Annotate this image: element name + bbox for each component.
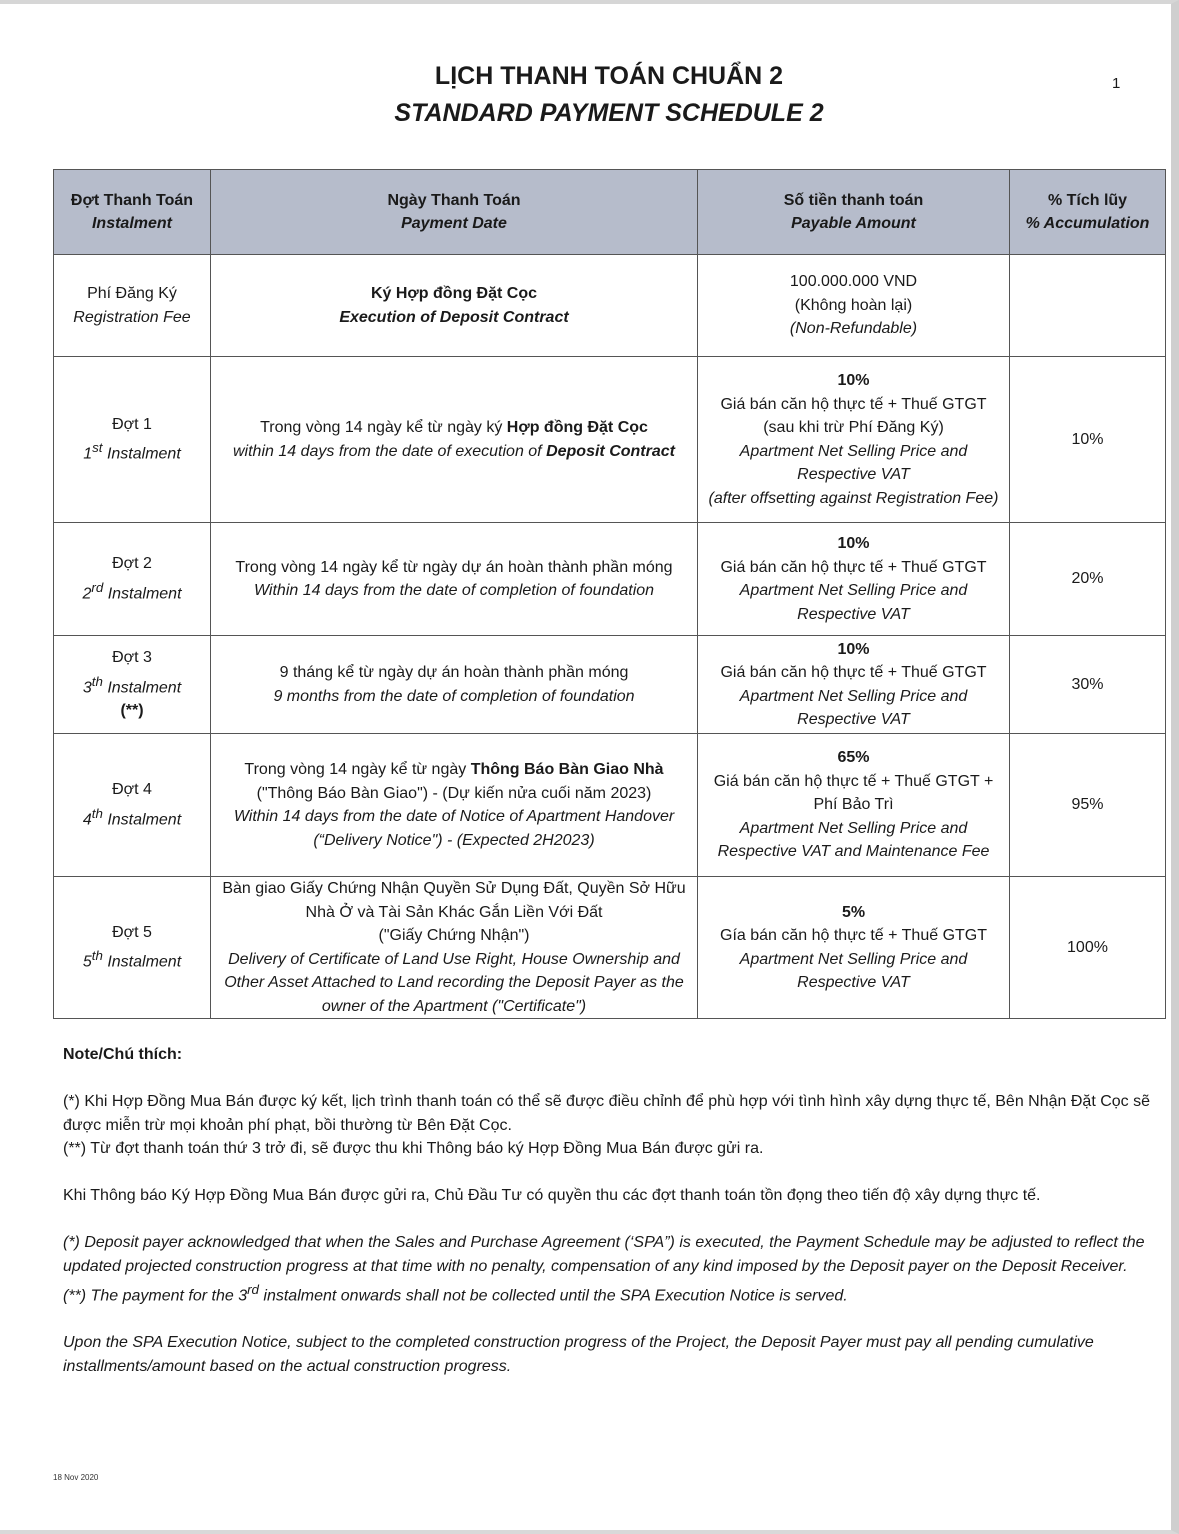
cell-payable-amount: 10% Giá bán căn hộ thực tế + Thuế GTGT (sau khi trừ Phí Đăng Ký) Apartment Net Selling Price and Respective VAT (after offsetting against Registration Fee)	[698, 357, 1010, 523]
note-vi-2: (**) Từ đợt thanh toán thứ 3 trở đi, sẽ được thu khi Thông báo ký Hợp Đồng Mua Bán được gửi ra.	[63, 1140, 764, 1157]
cell-payment-date: Trong vòng 14 ngày kể từ ngày Thông Báo Bàn Giao Nhà ("Thông Báo Bàn Giao") - (Dự kiến nửa cuối năm 2023) Within 14 days from the date of Notice of Apartment Handover (“Delivery Notice") - (Expected 2H2023)	[211, 734, 698, 877]
header-payment-date: Ngày Thanh Toán Payment Date	[211, 170, 698, 255]
cell-instalment: Đợt 5 5th Instalment	[54, 877, 211, 1019]
cell-accumulation: 10%	[1010, 357, 1166, 523]
header-payable-amount: Số tiền thanh toán Payable Amount	[698, 170, 1010, 255]
cell-accumulation: 95%	[1010, 734, 1166, 877]
cell-payment-date: Ký Hợp đồng Đặt Cọc Execution of Deposit Contract	[211, 255, 698, 357]
table-row-registration-fee	[54, 255, 1166, 357]
note-vi-3: Khi Thông báo Ký Hợp Đồng Mua Bán được gửi ra, Chủ Đầu Tư có quyền thu các đợt thanh toán tồn đọng theo tiến độ xây dựng thực tế.	[63, 1187, 1041, 1204]
cell-payable-amount: 10% Giá bán căn hộ thực tế + Thuế GTGT Apartment Net Selling Price and Respective VAT	[698, 523, 1010, 636]
table-row-instalment-4	[54, 734, 1166, 877]
title-vietnamese: LỊCH THANH TOÁN CHUẨN 2	[434, 62, 784, 90]
cell-payment-date: Trong vòng 14 ngày kể từ ngày ký Hợp đồng Đặt Cọc within 14 days from the date of execution of Deposit Contract	[211, 357, 698, 523]
title-english: STANDARD PAYMENT SCHEDULE 2	[394, 99, 824, 127]
cell-accumulation: 30%	[1010, 636, 1166, 734]
header-instalment: Đợt Thanh Toán Instalment	[54, 170, 211, 255]
document-title	[0, 58, 1179, 132]
cell-instalment: Đợt 3 3th Instalment (**)	[54, 636, 211, 734]
cell-accumulation	[1010, 255, 1166, 357]
footer-date: 18 Nov 2020	[53, 1473, 99, 1482]
cell-instalment: Đợt 2 2rd Instalment	[54, 523, 211, 636]
notes-heading: Note/Chú thích:	[63, 1046, 183, 1063]
note-vi-1: (*) Khi Hợp Đồng Mua Bán được ký kết, lịch trình thanh toán có thể sẽ được điều chỉnh để phù hợp với tình hình xây dựng thực tế, Bên Nhận Đặt Cọc sẽ được miễn trừ mọi khoản phí phạt, bồi thường từ Bên Đặt Cọc.	[63, 1093, 1150, 1134]
note-en-1: (*) Deposit payer acknowledged that when the Sales and Purchase Agreement (‘SPA”) is executed, the Payment Schedule may be adjusted to reflect the updated projected construction progress at that time with no penalty, compensation of any kind imposed by the Deposit payer on the Deposit Receiver.	[63, 1234, 1145, 1275]
table-row-instalment-3	[54, 636, 1166, 734]
cell-instalment: Phí Đăng Ký Registration Fee	[54, 255, 211, 357]
payment-schedule-table	[53, 169, 1166, 1019]
note-en-2: (**) The payment for the 3rd instalment onwards shall not be collected until the SPA Execution Notice is served.	[63, 1282, 848, 1305]
cell-payment-date: Bàn giao Giấy Chứng Nhận Quyền Sử Dụng Đất, Quyền Sở Hữu Nhà Ở và Tài Sản Khác Gắn Liền Với Đất ("Giấy Chứng Nhận") Delivery of Certificate of Land Use Right, House Ownership and Other Asset Attached to Land recording the Deposit Payer as the owner of the Apartment ("Certificate")	[211, 877, 698, 1019]
cell-payment-date: 9 tháng kể từ ngày dự án hoàn thành phần móng 9 months from the date of completion of foundation	[211, 636, 698, 734]
table-header-row	[54, 170, 1166, 255]
cell-instalment: Đợt 1 1st Instalment	[54, 357, 211, 523]
table-row-instalment-5	[54, 877, 1166, 1019]
cell-payable-amount: 10% Giá bán căn hộ thực tế + Thuế GTGT Apartment Net Selling Price and Respective VAT	[698, 636, 1010, 734]
cell-payable-amount: 100.000.000 VND (Không hoàn lại) (Non-Refundable)	[698, 255, 1010, 357]
page-number: 1	[1112, 75, 1121, 92]
cell-payable-amount: 65% Giá bán căn hộ thực tế + Thuế GTGT + Phí Bảo Trì Apartment Net Selling Price and Respective VAT and Maintenance Fee	[698, 734, 1010, 877]
table-row-instalment-2	[54, 523, 1166, 636]
notes-section	[63, 1043, 1153, 1378]
cell-accumulation: 100%	[1010, 877, 1166, 1019]
note-en-3: Upon the SPA Execution Notice, subject to the completed construction progress of the Project, the Deposit Payer must pay all pending cumulative installments/amount based on the actual construction progress.	[63, 1334, 1094, 1375]
cell-payment-date: Trong vòng 14 ngày kể từ ngày dự án hoàn thành phần móng Within 14 days from the date of completion of foundation	[211, 523, 698, 636]
cell-payable-amount: 5% Gía bán căn hộ thực tế + Thuế GTGT Apartment Net Selling Price and Respective VAT	[698, 877, 1010, 1019]
cell-instalment: Đợt 4 4th Instalment	[54, 734, 211, 877]
header-accumulation: % Tích lũy % Accumulation	[1010, 170, 1166, 255]
table-row-instalment-1	[54, 357, 1166, 523]
cell-accumulation: 20%	[1010, 523, 1166, 636]
